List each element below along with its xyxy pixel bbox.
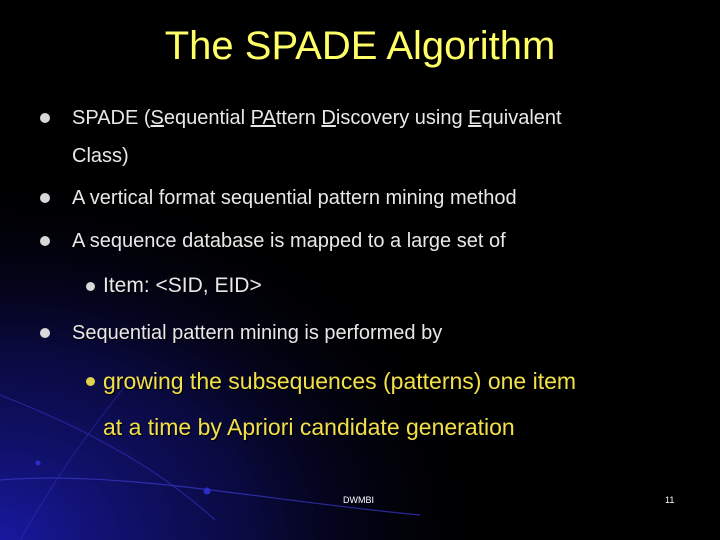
sub-bullet-item: Item: <SID, EID> (103, 274, 262, 297)
bullet-spade-definition-line2: Class) (72, 145, 129, 167)
text-fragment: equential (163, 107, 251, 129)
text-fragment: quivalent (481, 107, 562, 129)
sub-bullet-dot (86, 282, 95, 291)
underlined-letter: D (321, 107, 336, 129)
text-fragment: ttern (275, 107, 322, 129)
sub-bullet-growing-line2: at a time by Apriori candidate generation (103, 414, 515, 440)
bullet-sequence-database: A sequence database is mapped to a large set of (72, 230, 506, 252)
footer-label: DWMBI (343, 495, 374, 505)
bullet-dot (40, 193, 50, 203)
bullet-dot (40, 236, 50, 246)
bullet-dot (40, 113, 50, 123)
bullet-vertical-format: A vertical format sequential pattern mining method (72, 187, 517, 209)
sub-bullet-growing: growing the subsequences (patterns) one item (103, 368, 577, 394)
underlined-letter: PA (250, 107, 276, 129)
slide-number: 11 (665, 495, 675, 505)
sub-bullet-dot (86, 377, 95, 386)
bullet-mining-performed: Sequential pattern mining is performed by (72, 322, 443, 344)
bullet-spade-definition (72, 98, 562, 138)
text-fragment: iscovery using (335, 107, 469, 129)
bullet-dot (40, 328, 50, 338)
slide-title: The SPADE Algorithm (164, 24, 556, 68)
text-fragment: SPADE ( (72, 107, 151, 129)
underlined-letter: S (150, 107, 164, 129)
underlined-letter: E (468, 107, 482, 129)
